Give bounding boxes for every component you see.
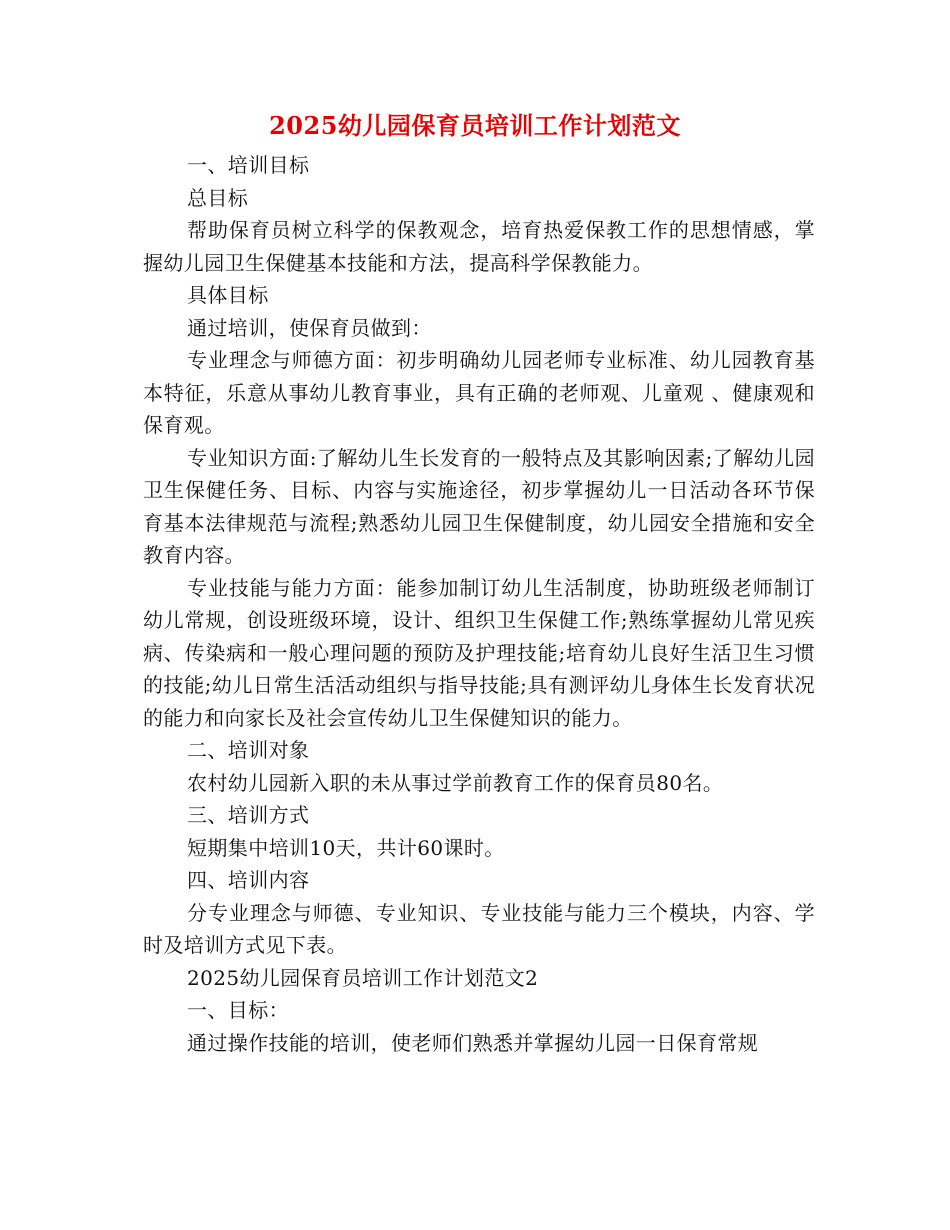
subheading-overall-goal: 总目标 bbox=[187, 185, 249, 210]
section-heading-training-targets: 二、培训对象 bbox=[187, 738, 310, 762]
section-heading-training-content: 四、培训内容 bbox=[187, 868, 310, 892]
paragraph-training-content: 分专业理念与师德、专业知识、专业技能与能力三个模块，内容、学时及培训方式见下表。 bbox=[143, 900, 815, 957]
section-heading-training-method: 三、培训方式 bbox=[187, 803, 310, 827]
section-heading-goals: 一、目标： bbox=[187, 998, 289, 1022]
section-heading-training-goals: 一、培训目标 bbox=[187, 153, 310, 177]
paragraph-training-targets: 农村幼儿园新入职的未从事过学前教育工作的保育员80名。 bbox=[187, 770, 724, 795]
paragraph-professional-knowledge: 专业知识方面:了解幼儿生长发育的一般特点及其影响因素;了解幼儿园卫生保健任务、目标、内容与实施途径，初步掌握幼儿一日活动各环节保育基本法律规范与流程;熟悉幼儿园卫生保健制度，幼儿园安全措施和安全教育内容。 bbox=[143, 445, 815, 567]
paragraph-goals: 通过操作技能的培训，使老师们熟悉并掌握幼儿园一日保育常规 bbox=[187, 1030, 759, 1055]
subtitle-second-plan: 2025幼儿园保育员培训工作计划范文2 bbox=[187, 965, 539, 990]
paragraph-training-method: 短期集中培训10天，共计60课时。 bbox=[187, 835, 505, 860]
document-title: 2025幼儿园保育员培训工作计划范文 bbox=[269, 111, 681, 140]
paragraph-intro: 通过培训，使保育员做到： bbox=[187, 315, 432, 340]
document-body bbox=[143, 149, 815, 1059]
paragraph-overall-goal: 帮助保育员树立科学的保教观念，培育热爱保教工作的思想情感，掌握幼儿园卫生保健基本技能和方法，提高科学保教能力。 bbox=[143, 218, 815, 275]
paragraph-professional-ethics: 专业理念与师德方面：初步明确幼儿园老师专业标准、幼儿园教育基本特征，乐意从事幼儿教育事业，具有正确的老师观、儿童观 、健康观和保育观。 bbox=[143, 348, 815, 437]
subheading-specific-goals: 具体目标 bbox=[187, 283, 269, 307]
paragraph-professional-skills: 专业技能与能力方面：能参加制订幼儿生活制度，协助班级老师制订幼儿常规，创设班级环境，设计、组织卫生保健工作;熟练掌握幼儿常见疾病、传染病和一般心理问题的预防及护理技能;培育幼儿良好生活卫生习惯的技能;幼儿日常生活活动组织与指导技能;具有测评幼儿身体生长发育状况的能力和向家长及社会宣传幼儿卫生保健知识的能力。 bbox=[143, 575, 815, 730]
